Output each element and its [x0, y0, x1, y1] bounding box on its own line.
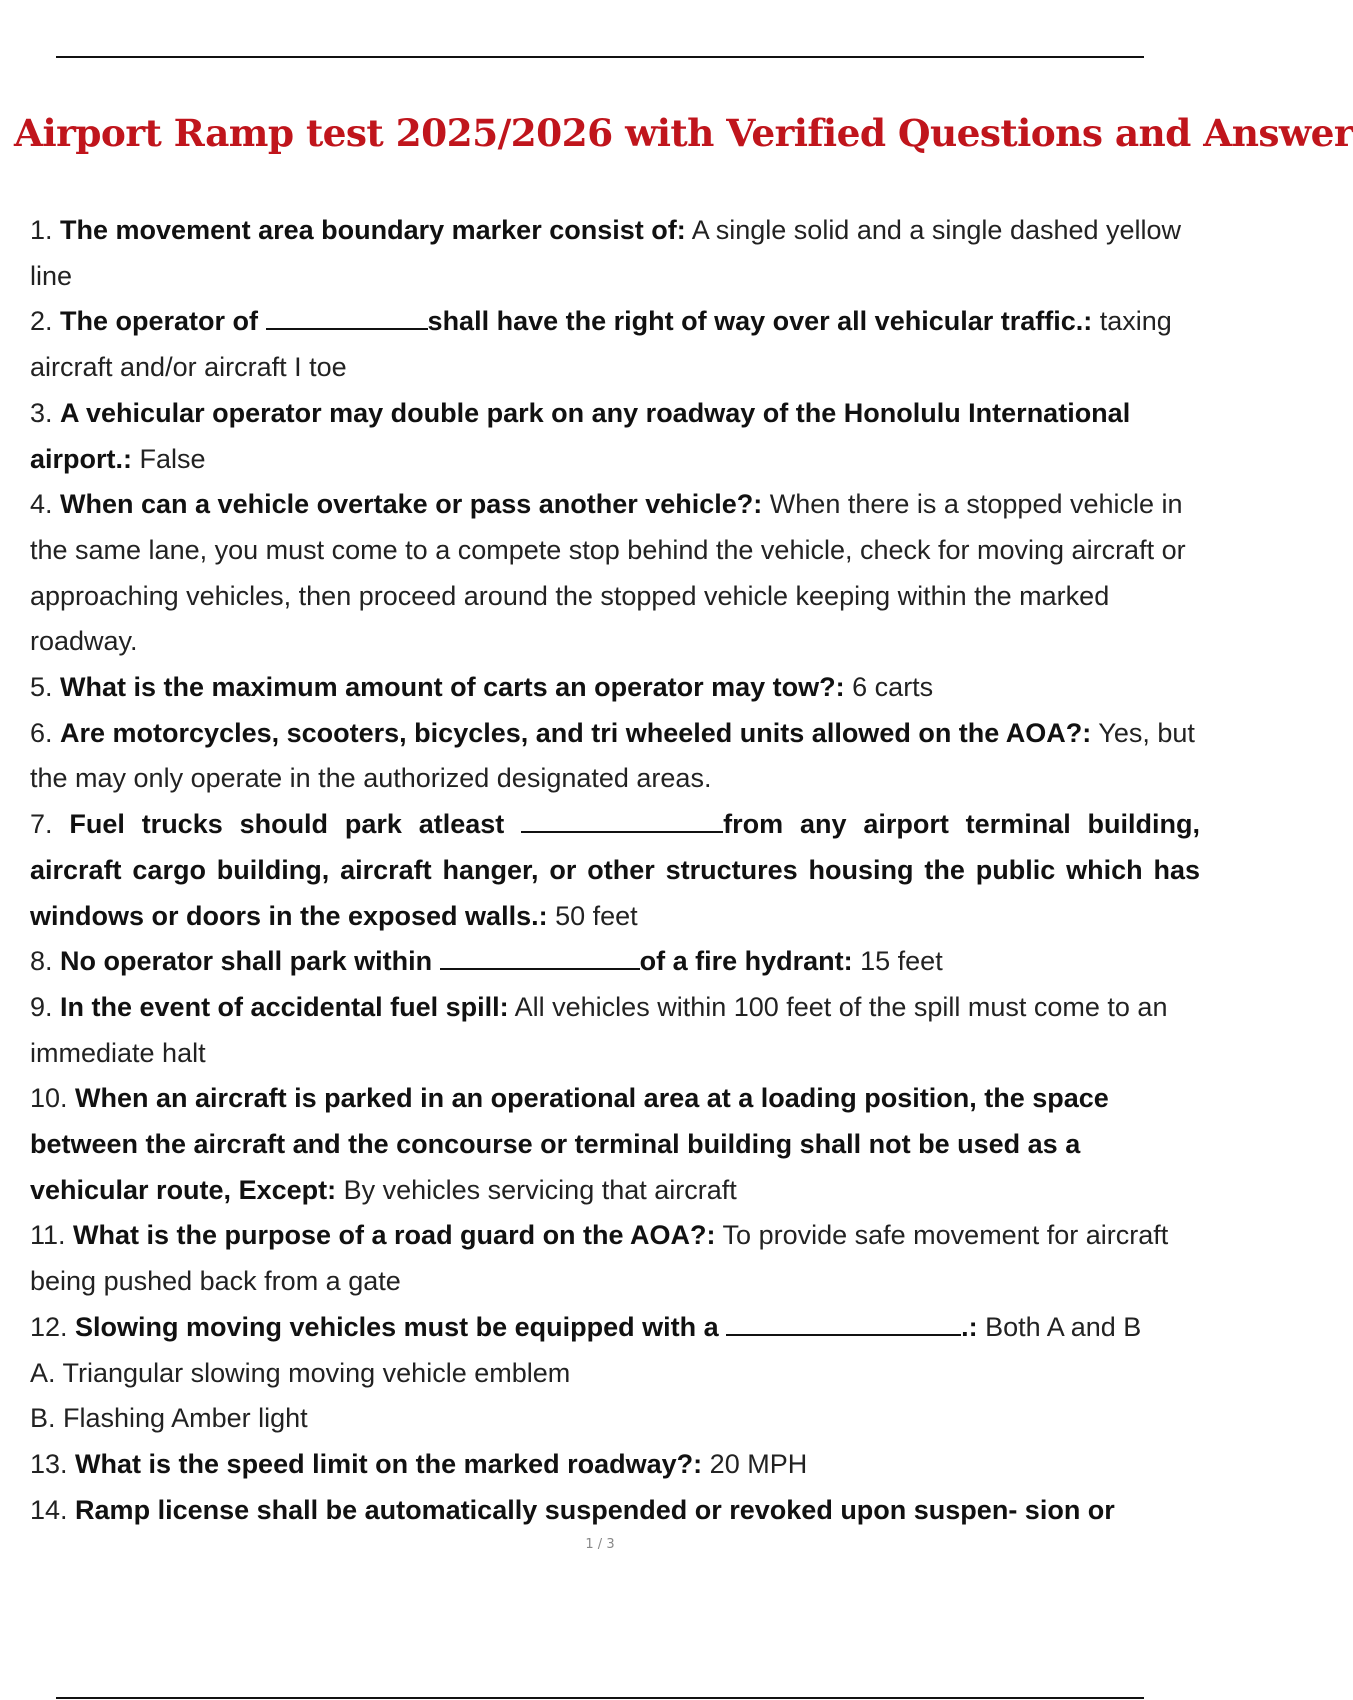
question-text: What is the purpose of a road guard on the AOA?: [73, 1220, 716, 1251]
page-indicator: 1 / 3 [585, 1537, 615, 1552]
answer-text: By vehicles servicing that aircraft [336, 1174, 737, 1205]
item-number: 8. [30, 946, 61, 977]
question-text-continued: shall have the right of way over all vehicular traffic.: [427, 306, 1093, 337]
answer-text: When there is a stopped vehicle in the same lane, you must come to a compete stop behind the vehicle, check for moving aircraft or approaching vehicles, then proceed around the stopped vehicle keeping within the marked roadway. [30, 489, 1186, 657]
item-number: 3. [30, 397, 61, 428]
answer-text: False [132, 443, 206, 474]
qa-item-1 [30, 208, 1200, 299]
question-text-continued: of a fire hydrant: [639, 946, 853, 977]
fill-in-blank [440, 944, 640, 970]
item-number: 11. [30, 1220, 74, 1251]
qa-item-6 [30, 711, 1200, 802]
question-text: Ramp license shall be automatically suspended or revoked upon suspen- sion or [75, 1494, 1115, 1525]
qa-item-3 [30, 391, 1200, 482]
fill-in-blank [726, 1310, 961, 1336]
qa-item-2 [30, 299, 1200, 390]
item-number: 13. [30, 1448, 76, 1479]
item-number: 12. [30, 1311, 76, 1342]
qa-item-5 [30, 665, 1200, 711]
question-text: What is the maximum amount of carts an operator may tow?: [60, 672, 845, 703]
item-number: 6. [30, 717, 61, 748]
answer-text: 50 feet [547, 900, 638, 931]
question-text: What is the speed limit on the marked roadway?: [75, 1448, 703, 1479]
question-text: When an aircraft is parked in an operational area at a loading position, the space between the aircraft and the concourse or terminal building shall not be used as a vehicular route, Except: [30, 1083, 1109, 1205]
answer-text: Yes, but the may only operate in the authorized designated areas. [30, 717, 1195, 794]
answer-text: taxing aircraft and/or aircraft I toe [30, 306, 1172, 383]
question-text: The movement area boundary marker consist of: [60, 215, 686, 245]
item-number: 14. [30, 1494, 76, 1525]
qa-item-13 [30, 1442, 1200, 1488]
question-text: Slowing moving vehicles must be equipped with a [75, 1311, 727, 1342]
document-title: Airport Ramp test 2025/2026 with Verified Questions and Answer [14, 111, 1353, 155]
header-rule [56, 56, 1144, 58]
qa-item-10 [30, 1076, 1200, 1213]
question-text: Are motorcycles, scooters, bicycles, and tri wheeled units allowed on the AOA?: [60, 717, 1092, 748]
question-text: No operator shall park within [60, 946, 440, 977]
item-number: 2. [30, 306, 61, 337]
question-text: In the event of accidental fuel spill: [60, 991, 509, 1022]
question-text: When can a vehicle overtake or pass another vehicle?: [60, 489, 763, 520]
answer-text: 20 MPH [702, 1448, 808, 1479]
qa-item-14 [30, 1488, 1200, 1534]
question-text: Fuel trucks should park atleast [69, 809, 522, 840]
answer-text: A single solid and a single dashed yellow line [30, 215, 1182, 291]
qa-list [30, 208, 1200, 1533]
qa-item-4 [30, 482, 1200, 665]
question-text-continued: from any airport terminal building, aircraft cargo building, aircraft hanger, or other structures housing the public which has windows or doors in the exposed walls.: [30, 809, 1201, 931]
item-number: 5. [30, 672, 61, 703]
qa-item-11 [30, 1213, 1200, 1304]
item-number: 1. [30, 215, 61, 245]
qa-item-7 [30, 802, 1200, 939]
answer-text: To provide safe movement for aircraft being pushed back from a gate [30, 1220, 1169, 1297]
question-text: A vehicular operator may double park on any roadway of the Honolulu International airport.: [30, 397, 1131, 474]
answer-text: All vehicles within 100 feet of the spill must come to an immediate halt [30, 991, 1168, 1068]
question-text: The operator of [60, 306, 266, 337]
item-number: 9. [30, 991, 61, 1022]
fill-in-blank [521, 807, 723, 833]
question-text-continued: .: [961, 1311, 978, 1342]
qa-item-12 [30, 1305, 1200, 1351]
answer-text: 6 carts [844, 672, 934, 703]
answer-option-b: B. Flashing Amber light [30, 1403, 308, 1434]
item-number: 7. [30, 809, 70, 840]
item-number: 4. [30, 489, 61, 520]
answer-text: Both A and B [977, 1311, 1142, 1342]
item-number: 10. [30, 1083, 76, 1114]
answer-text: 15 feet [852, 946, 943, 977]
answer-option-a: A. Triangular slowing moving vehicle emblem [30, 1357, 571, 1388]
fill-in-blank [266, 304, 428, 330]
qa-item-8 [30, 939, 1200, 985]
footer-rule [56, 1697, 1144, 1699]
qa-item-9 [30, 985, 1200, 1076]
